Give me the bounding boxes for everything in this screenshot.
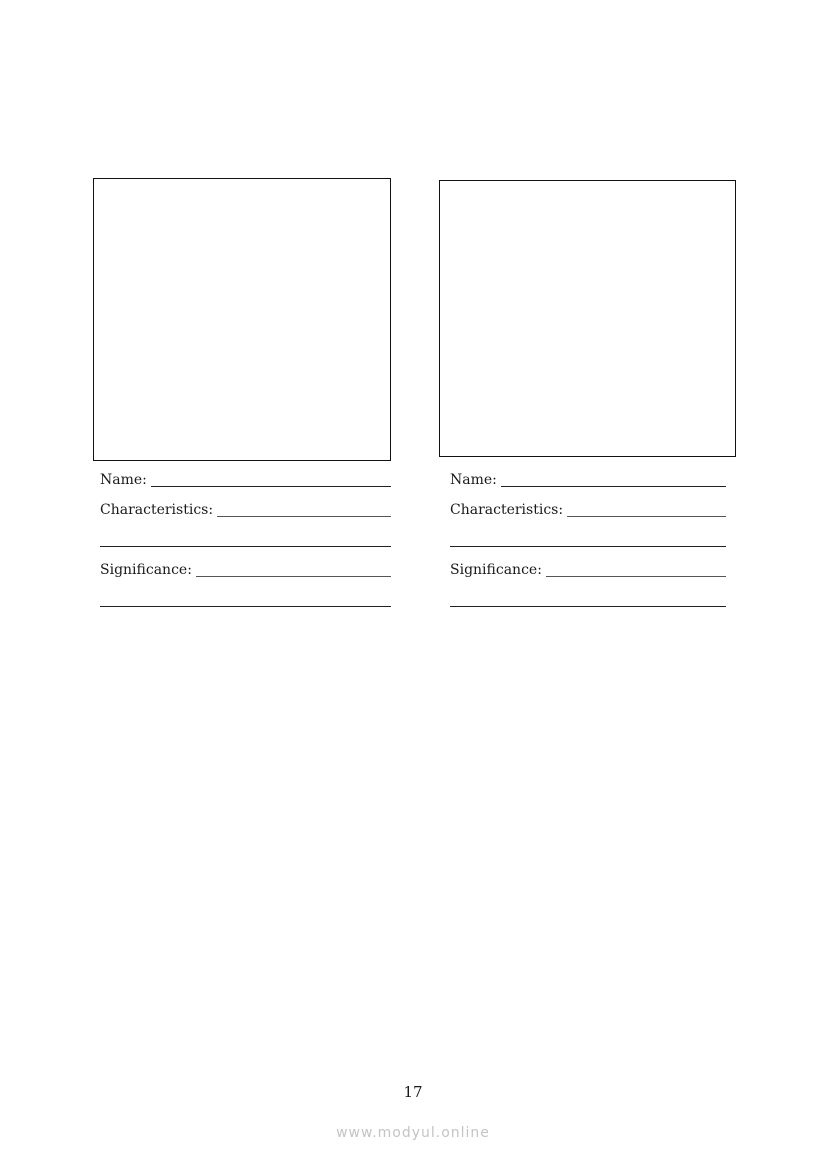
characteristics-field (100, 488, 391, 518)
characteristics-label: Characteristics: (450, 502, 564, 518)
characteristics-blank (217, 503, 391, 517)
significance-continuation (100, 578, 391, 608)
significance-label: Significance: (100, 562, 192, 578)
significance-line-2 (450, 605, 726, 607)
characteristics-line-2 (100, 545, 391, 547)
watermark: www.modyul.online (336, 1125, 490, 1141)
significance-field (100, 548, 391, 578)
characteristics-continuation (450, 518, 726, 548)
card-fields (100, 466, 391, 608)
characteristics-blank (567, 503, 726, 517)
name-label: Name: (450, 472, 497, 488)
characteristics-label: Characteristics: (100, 502, 214, 518)
significance-continuation (450, 578, 726, 608)
characteristics-line-2 (450, 545, 726, 547)
name-blank (151, 473, 391, 487)
significance-blank (546, 563, 726, 577)
name-field (100, 466, 391, 488)
name-label: Name: (100, 472, 147, 488)
drawing-box (93, 178, 391, 461)
specimen-card-right (439, 180, 737, 578)
characteristics-continuation (100, 518, 391, 548)
name-field (450, 466, 726, 488)
page-number: 17 (403, 1083, 423, 1101)
characteristics-field (450, 488, 726, 518)
significance-blank (196, 563, 391, 577)
name-blank (501, 473, 726, 487)
significance-line-2 (100, 605, 391, 607)
significance-field (450, 548, 726, 578)
card-fields (450, 466, 726, 608)
significance-label: Significance: (450, 562, 542, 578)
drawing-box (439, 180, 736, 457)
specimen-card-left (93, 178, 393, 578)
